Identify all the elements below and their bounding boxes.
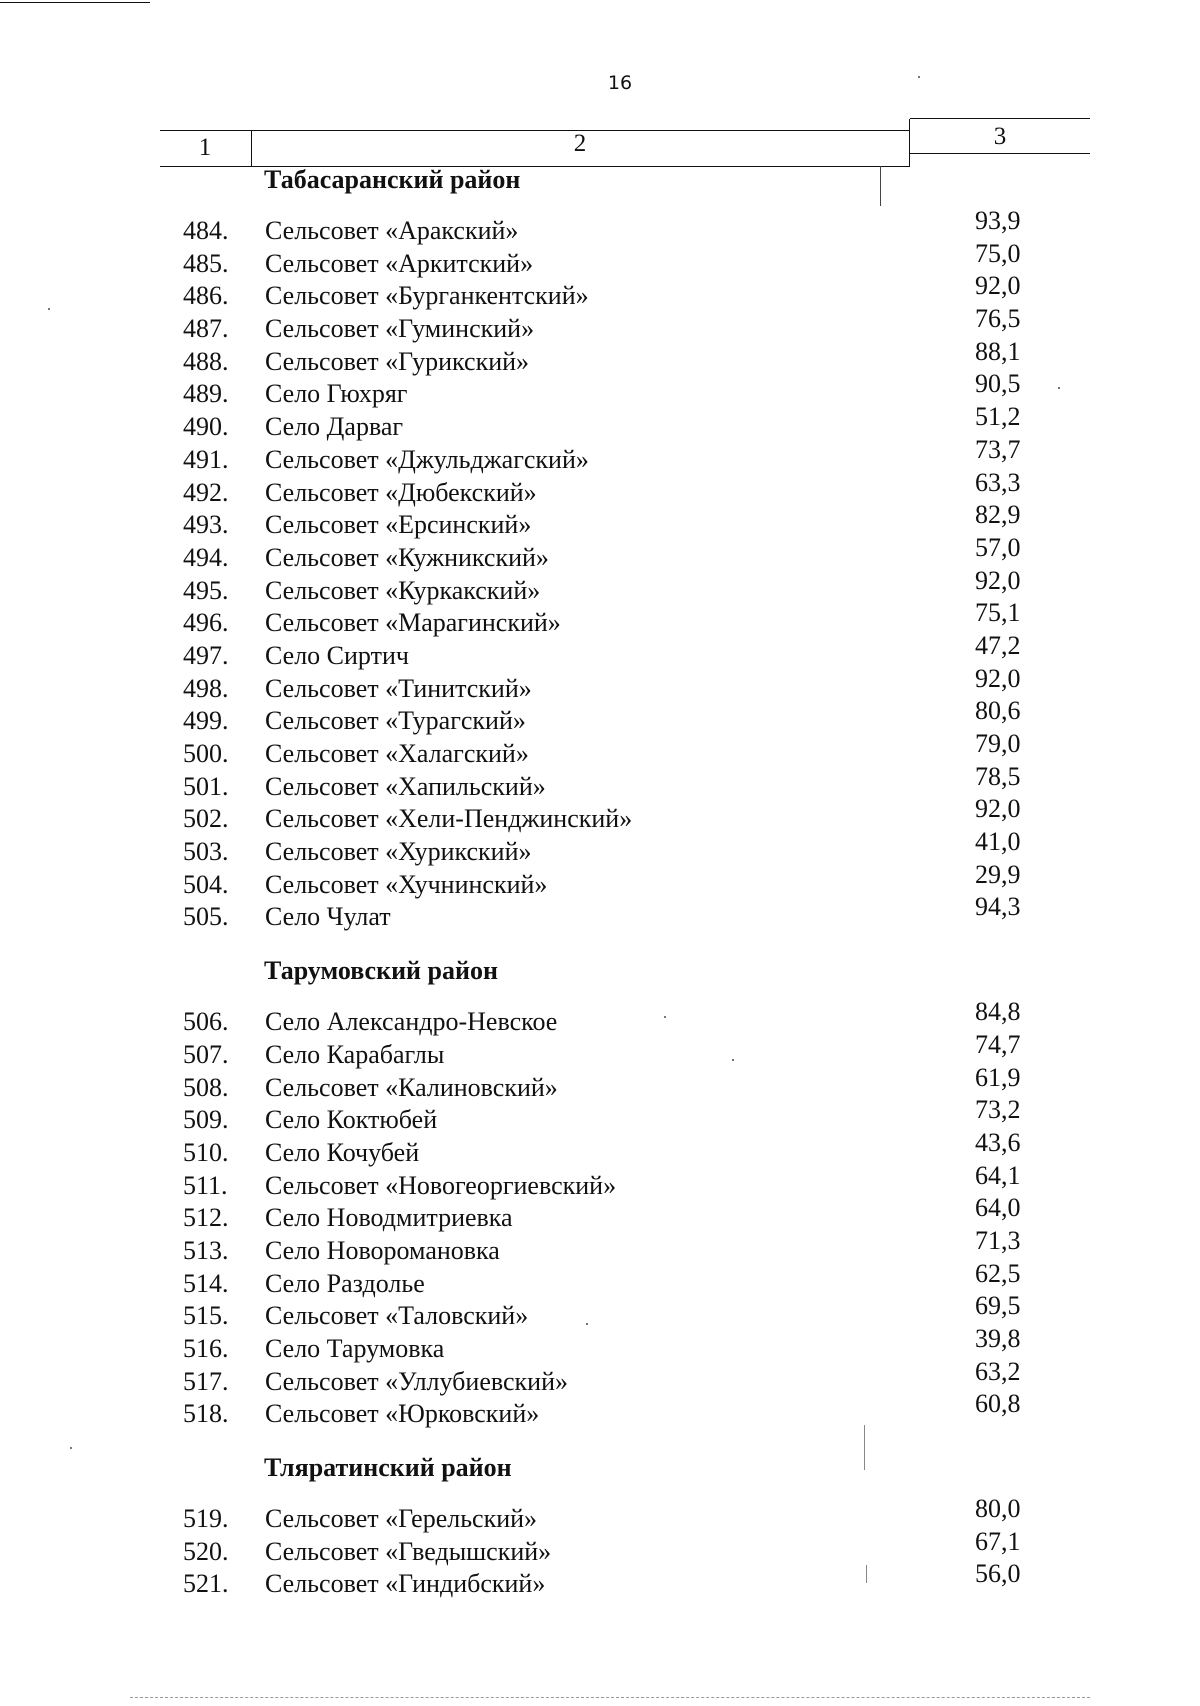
settlement-name: Сельсовет «Аракский»: [265, 216, 519, 245]
settlement-name: Село Новодмитриевка: [265, 1203, 513, 1233]
settlement-name: Сельсовет «Калиновский»: [265, 1072, 558, 1102]
district-heading: Тарумовский район: [264, 956, 498, 986]
row-value: 39,8: [975, 1324, 1021, 1353]
row-value: 93,9: [975, 206, 1021, 235]
row-value: 92,0: [975, 794, 1021, 824]
table-row: [0, 1389, 1200, 1432]
row-value: 80,6: [975, 696, 1021, 726]
row-value: 75,0: [975, 238, 1021, 268]
row-value: 94,3: [975, 892, 1021, 922]
settlement-name: Сельсовет «Бурганкентский»: [265, 281, 589, 311]
settlement-name: Село Чулат: [265, 902, 391, 932]
row-number: 514.: [183, 1268, 229, 1298]
settlement-name: Сельсовет «Марагинский»: [265, 608, 561, 638]
row-value: 71,3: [975, 1225, 1021, 1255]
row-number: 517.: [183, 1366, 229, 1396]
settlement-name: Сельсовет «Куркакский»: [265, 575, 541, 605]
district-heading: Тляратинский район: [264, 1453, 512, 1483]
section-gap: [0, 935, 1200, 951]
row-number: 506.: [183, 1007, 229, 1037]
row-number: 503.: [183, 837, 229, 867]
row-number: 487.: [183, 314, 229, 344]
row-value: 60,8: [975, 1389, 1021, 1419]
settlement-name: Сельсовет «Джульджагский»: [265, 444, 589, 474]
row-value: 92,0: [975, 271, 1021, 301]
row-value: 79,0: [975, 729, 1021, 758]
row-value: 51,2: [975, 402, 1021, 432]
row-number: 505.: [183, 902, 229, 932]
row-number: 495.: [183, 575, 229, 605]
settlement-name: Сельсовет «Юрковский»: [265, 1399, 540, 1429]
settlement-name: Село Коктюбей: [265, 1105, 438, 1135]
header-top-rule: [910, 118, 1090, 119]
row-value: 62,5: [975, 1258, 1021, 1288]
row-value: 73,2: [975, 1095, 1021, 1125]
row-value: 56,0: [975, 1559, 1021, 1589]
settlement-name: Сельсовет «Хели-Пенджинский»: [265, 804, 633, 834]
row-number: 499.: [183, 706, 229, 736]
row-number: 502.: [183, 804, 229, 834]
row-number: 516.: [183, 1334, 229, 1363]
column-header-3: 3: [993, 123, 1007, 150]
row-number: 500.: [183, 739, 229, 768]
row-number: 496.: [183, 608, 229, 638]
settlement-name: Сельсовет «Таловский»: [265, 1301, 529, 1331]
row-number: 512.: [183, 1203, 229, 1233]
settlement-name: Сельсовет «Герельский»: [265, 1504, 538, 1534]
row-number: 494.: [183, 542, 229, 572]
settlement-name: Сельсовет «Ерсинский»: [265, 510, 532, 540]
section-gap: [0, 1432, 1200, 1448]
settlement-name: Сельсовет «Новогеоргиевский»: [265, 1170, 617, 1200]
row-value: 64,1: [975, 1160, 1021, 1190]
table-body: [0, 160, 1200, 1602]
row-number: 486.: [183, 281, 229, 311]
row-number: 519.: [183, 1504, 229, 1534]
row-value: 82,9: [975, 500, 1021, 530]
row-value: 69,5: [975, 1291, 1021, 1321]
row-value: 47,2: [975, 630, 1021, 660]
row-value: 63,2: [975, 1356, 1021, 1386]
settlement-name: Сельсовет «Халагский»: [265, 739, 529, 768]
table-row: [0, 1559, 1200, 1602]
row-value: 61,9: [975, 1062, 1021, 1092]
row-value: 92,0: [975, 565, 1021, 595]
header-bottom-rule: [910, 153, 1090, 154]
row-value: 84,8: [975, 997, 1021, 1027]
settlement-name: Сельсовет «Уллубиевский»: [265, 1366, 568, 1396]
row-number: 488.: [183, 346, 229, 376]
row-number: 490.: [183, 412, 229, 442]
settlement-name: Село Кочубей: [265, 1137, 420, 1167]
row-value: 67,1: [975, 1526, 1021, 1556]
table-row: [0, 892, 1200, 935]
row-value: 76,5: [975, 304, 1021, 334]
row-value: 41,0: [975, 827, 1021, 857]
settlement-name: Село Новоромановка: [265, 1235, 500, 1265]
row-value: 92,0: [975, 663, 1021, 693]
row-number: 507.: [183, 1039, 229, 1069]
row-number: 485.: [183, 248, 229, 278]
row-value: 64,0: [975, 1193, 1021, 1223]
settlement-name: Сельсовет «Гведышский»: [265, 1536, 552, 1566]
row-number: 497.: [183, 640, 229, 670]
settlement-name: Сельсовет «Тинитский»: [265, 673, 532, 703]
settlement-name: Сельсовет «Кужникский»: [265, 542, 549, 572]
row-number: 498.: [183, 673, 229, 703]
row-number: 492.: [183, 477, 229, 507]
settlement-name: Сельсовет «Аркитский»: [265, 248, 534, 278]
row-number: 501.: [183, 771, 229, 801]
settlement-name: Село Александро-Невское: [265, 1007, 558, 1037]
row-value: 78,5: [975, 761, 1021, 791]
scan-edge-bottom: [130, 1697, 1090, 1698]
settlement-name: Сельсовет «Хапильский»: [265, 771, 546, 801]
row-value: 63,3: [975, 467, 1021, 497]
settlement-name: Село Гюхряг: [265, 379, 408, 409]
settlement-name: Село Раздолье: [265, 1268, 425, 1298]
row-value: 75,1: [975, 598, 1021, 628]
header-top-rule: [160, 130, 910, 131]
settlement-name: Сельсовет «Гуминский»: [265, 314, 535, 344]
row-number: 491.: [183, 444, 229, 474]
column-header-2: 2: [573, 130, 587, 157]
settlement-name: Село Тарумовка: [265, 1334, 445, 1363]
page-number: 16: [607, 72, 633, 94]
row-value: 88,1: [975, 336, 1021, 366]
district-heading: Табасаранский район: [264, 165, 521, 194]
row-number: 515.: [183, 1301, 229, 1331]
row-number: 509.: [183, 1105, 229, 1135]
settlement-name: Сельсовет «Гурикский»: [265, 346, 530, 376]
row-number: 489.: [183, 379, 229, 409]
scan-edge-top-left: [0, 2, 150, 3]
row-value: 57,0: [975, 532, 1021, 562]
settlement-name: Сельсовет «Турагский»: [265, 706, 526, 736]
row-number: 520.: [183, 1536, 229, 1566]
column-header-1: 1: [198, 134, 212, 161]
row-number: 508.: [183, 1072, 229, 1102]
row-value: 73,7: [975, 434, 1021, 464]
settlement-name: Сельсовет «Дюбекский»: [265, 477, 537, 507]
row-value: 74,7: [975, 1029, 1021, 1059]
settlement-name: Сельсовет «Хучнинский»: [265, 869, 548, 899]
settlement-name: Сельсовет «Гиндибский»: [265, 1569, 546, 1599]
row-number: 510.: [183, 1137, 229, 1167]
settlement-name: Село Дарваг: [265, 412, 404, 442]
settlement-name: Село Сиртич: [265, 640, 409, 670]
row-value: 43,6: [975, 1127, 1021, 1157]
row-number: 504.: [183, 869, 229, 899]
row-number: 513.: [183, 1235, 229, 1265]
settlement-name: Село Карабаглы: [265, 1039, 445, 1069]
row-number: 521.: [183, 1569, 229, 1599]
row-value: 90,5: [975, 369, 1021, 399]
row-value: 29,9: [975, 859, 1021, 889]
row-number: 511.: [183, 1170, 228, 1200]
column-divider: [909, 119, 910, 166]
row-value: 80,0: [975, 1494, 1021, 1524]
row-number: 493.: [183, 510, 229, 540]
row-number: 518.: [183, 1399, 229, 1429]
row-number: 484.: [183, 216, 229, 245]
settlement-name: Сельсовет «Хурикский»: [265, 837, 532, 867]
